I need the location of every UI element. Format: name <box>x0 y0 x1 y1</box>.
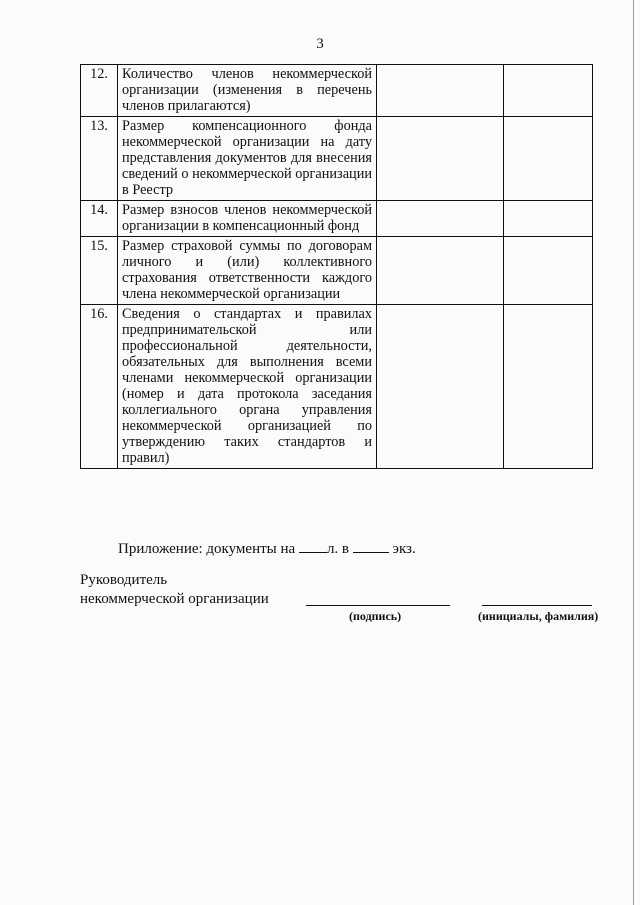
appendix-middle: л. в <box>326 541 350 557</box>
signature-line[interactable] <box>306 605 450 606</box>
row-description: Размер страховой суммы по договорам личного и (или) коллективного страхования ответственности каждого члена некоммерческой организации <box>118 237 377 305</box>
row-value-cell[interactable] <box>377 117 504 201</box>
table-row <box>81 65 593 117</box>
head-title-line1: Руководитель <box>80 572 168 588</box>
appendix-prefix: Приложение: документы на <box>118 541 296 557</box>
row-value-cell[interactable] <box>377 305 504 469</box>
row-number: 13. <box>81 117 118 201</box>
row-note-cell[interactable] <box>504 201 593 237</box>
row-description: Количество членов некоммерческой организации (изменения в перечень членов прилагаются) <box>118 65 377 117</box>
name-caption: (инициалы, фамилия) <box>478 609 599 623</box>
page-edge <box>633 0 634 905</box>
row-number: 12. <box>81 65 118 117</box>
row-note-cell[interactable] <box>504 305 593 469</box>
row-number: 14. <box>81 201 118 237</box>
head-title-line2: некоммерческой организации <box>80 591 269 607</box>
copies-blank[interactable] <box>353 538 389 553</box>
row-value-cell[interactable] <box>377 201 504 237</box>
row-value-cell[interactable] <box>377 65 504 117</box>
row-number: 16. <box>81 305 118 469</box>
appendix-line <box>118 538 416 558</box>
page-number: 3 <box>316 36 324 52</box>
appendix-suffix: экз. <box>392 541 416 557</box>
table-row <box>81 201 593 237</box>
table-row <box>81 237 593 305</box>
sheets-blank[interactable] <box>299 538 327 553</box>
row-description: Сведения о стандартах и правилах предпринимательской или профессиональной деятельности, обязательных для выполнения всеми членами некоммерческой организации (номер и дата протокола заседания коллегиального органа управления некоммерческой организацией по утверждению таких стандартов и правил) <box>118 305 377 469</box>
table-row <box>81 305 593 469</box>
row-note-cell[interactable] <box>504 65 593 117</box>
row-note-cell[interactable] <box>504 237 593 305</box>
name-line[interactable] <box>482 605 592 606</box>
row-value-cell[interactable] <box>377 237 504 305</box>
row-number: 15. <box>81 237 118 305</box>
registry-table <box>80 64 593 469</box>
row-description: Размер компенсационного фонда некоммерческой организации на дату представления документов для внесения сведений о некоммерческой организации в Реестр <box>118 117 377 201</box>
row-note-cell[interactable] <box>504 117 593 201</box>
table-row <box>81 117 593 201</box>
row-description: Размер взносов членов некоммерческой организации в компенсационный фонд <box>118 201 377 237</box>
signature-caption: (подпись) <box>349 609 402 623</box>
